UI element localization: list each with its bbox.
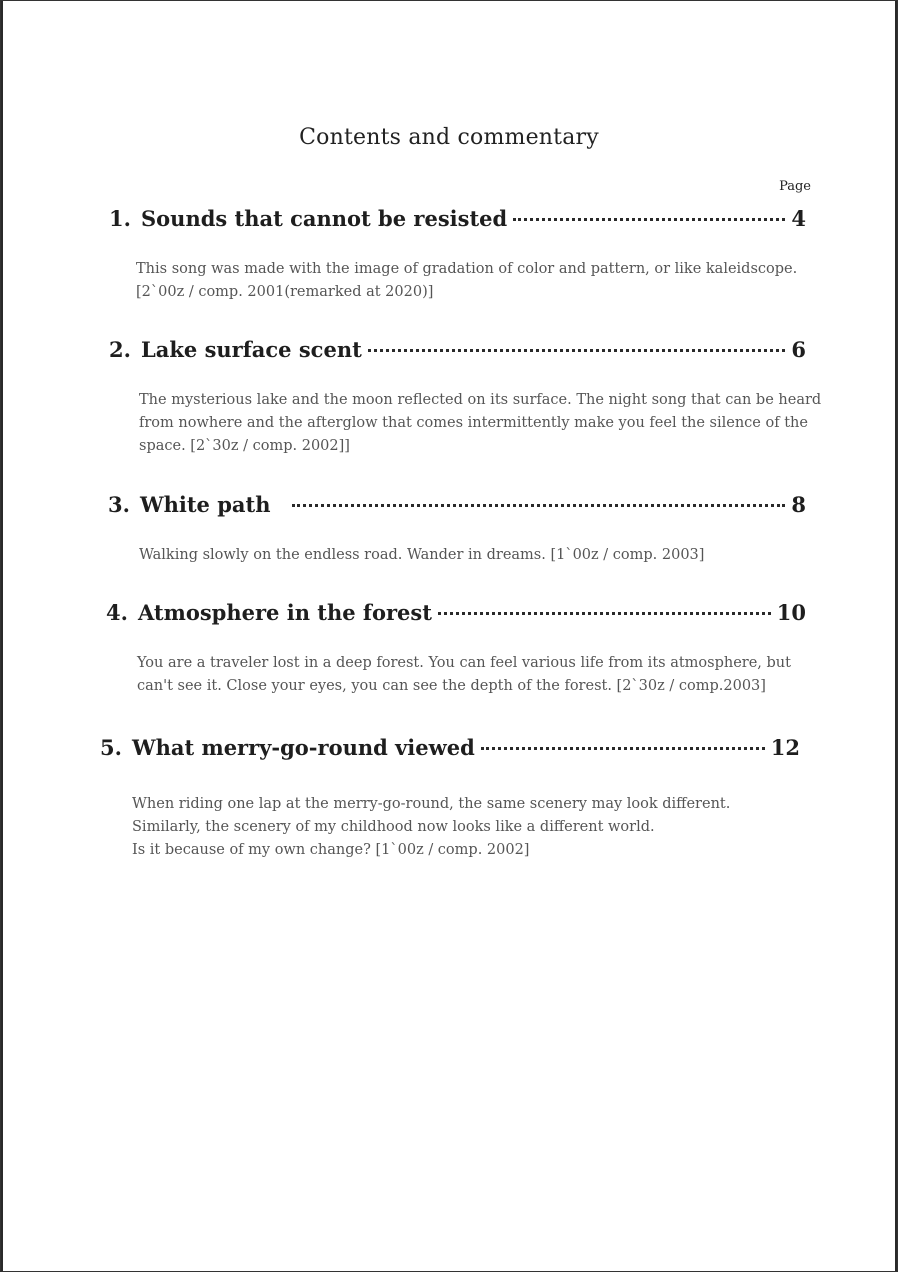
description-line: When riding one lap at the merry-go-round, the same scenery may look different. <box>132 796 731 812</box>
toc-entry-number: 3. <box>108 492 130 517</box>
toc-entry-3-heading <box>108 494 806 515</box>
dot-leader <box>368 349 786 352</box>
toc-entry-title: Lake surface scent <box>141 337 362 362</box>
toc-entry-3-description <box>139 544 704 567</box>
dot-leader <box>292 504 785 507</box>
description-line: [2`00z / comp. 2001(remarked at 2020)] <box>136 284 434 300</box>
toc-entry-number: 4. <box>106 600 128 625</box>
dot-leader <box>438 612 771 615</box>
dot-leader <box>481 747 765 750</box>
toc-entry-title: Sounds that cannot be resisted <box>141 206 508 231</box>
toc-entry-5-description <box>132 793 730 862</box>
toc-entry-number: 5. <box>100 735 122 760</box>
description-line: Is it because of my own change? [1`00z / comp. 2002] <box>132 842 530 858</box>
description-line: Walking slowly on the endless road. Wander in dreams. [1`00z / comp. 2003] <box>139 547 705 563</box>
toc-entry-1-description <box>136 258 797 304</box>
description-line: can't see it. Close your eyes, you can see the depth of the forest. [2`30z / comp.2003] <box>137 678 766 694</box>
toc-entry-title: Atmosphere in the forest <box>138 600 432 625</box>
toc-entry-number: 2. <box>109 337 131 362</box>
toc-entry-title: What merry-go-round viewed <box>132 735 475 760</box>
description-line: You are a traveler lost in a deep forest. You can feel various life from its atmosphere, but <box>137 655 791 671</box>
page-title: Contents and commentary <box>299 125 599 150</box>
page-column-label: Page <box>779 179 811 194</box>
toc-entry-page: 8 <box>791 492 806 517</box>
toc-entry-title: White path <box>140 492 271 517</box>
toc-entry-2-heading <box>109 339 806 360</box>
description-line: This song was made with the image of gradation of color and pattern, or like kaleidscope. <box>136 261 798 277</box>
description-line: Similarly, the scenery of my childhood now looks like a different world. <box>132 819 655 835</box>
toc-entry-1-heading <box>109 208 806 229</box>
toc-entry-page: 10 <box>776 600 806 625</box>
page-border-right <box>895 1 897 1271</box>
toc-entry-5-heading <box>100 737 800 758</box>
toc-entry-number: 1. <box>109 206 131 231</box>
description-line: The mysterious lake and the moon reflected on its surface. The night song that can be heard <box>139 392 822 408</box>
page-border-left <box>1 1 3 1271</box>
toc-entry-4-heading <box>106 602 806 623</box>
description-line: space. [2`30z / comp. 2002]] <box>139 438 350 454</box>
dot-leader <box>513 218 785 221</box>
toc-entry-2-description <box>139 389 821 458</box>
description-line: from nowhere and the afterglow that comes intermittently make you feel the silence of the <box>139 415 808 431</box>
toc-entry-page: 12 <box>770 735 800 760</box>
toc-entry-4-description <box>137 652 791 698</box>
toc-entry-page: 6 <box>791 337 806 362</box>
toc-entry-page: 4 <box>791 206 806 231</box>
